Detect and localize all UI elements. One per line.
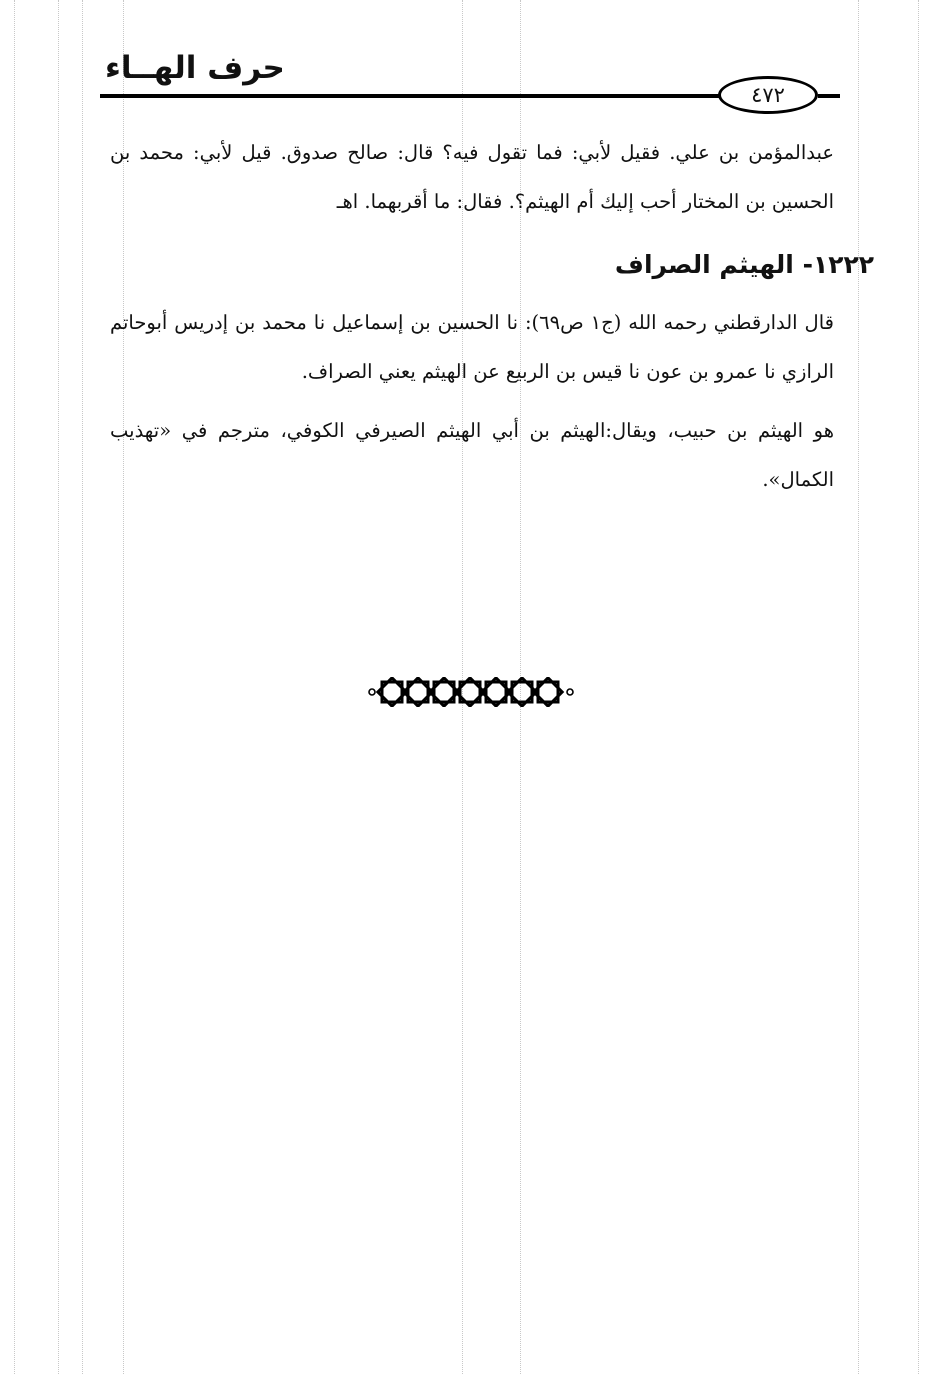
scan-guide-line <box>82 0 83 1374</box>
ornament-end-dot <box>369 689 375 695</box>
citation-paragraph <box>110 298 834 396</box>
scan-guide-line <box>58 0 59 1374</box>
paragraph-text: هو الهيثم بن حبيب، ويقال:الهيثم بن أبي الهيثم الصيرفي الكوفي، مترجم في «تهذيب الكمال». <box>110 419 834 491</box>
continued-paragraph <box>110 128 834 226</box>
header-rule-tail <box>818 94 840 98</box>
scan-guide-line <box>918 0 919 1374</box>
page-header <box>100 50 840 110</box>
paragraph-text: عبدالمؤمن بن علي. فقيل لأبي: فما تقول فيه؟ قال: صالح صدوق. قيل لأبي: محمد بن الحسين بن المختار أحب إليك أم الهيثم؟. فقال: ما أقربهما. اهـ <box>110 141 834 213</box>
entry-heading <box>110 240 874 290</box>
ornament-links <box>378 678 562 706</box>
entry-separator: - <box>802 250 813 279</box>
section-end-ornament <box>366 677 576 707</box>
ornament-star <box>534 678 562 706</box>
running-title: حرف الهــاء <box>105 50 285 86</box>
entry-name: الهيثم الصراف <box>614 250 794 279</box>
identification-paragraph <box>110 406 834 504</box>
ornament-end-dot <box>567 689 573 695</box>
entry-number: ١٢٢٢ <box>812 250 874 279</box>
header-rule <box>100 94 735 98</box>
page-number-badge: ٤٧٢ <box>718 76 818 114</box>
scan-guide-line <box>858 0 859 1374</box>
scan-guide-line <box>14 0 15 1374</box>
paragraph-text: قال الدارقطني رحمه الله (ج١ ص٦٩): نا الحسين بن إسماعيل نا محمد بن إدريس أبوحاتم الرازي نا عمرو بن عون نا قيس بن الربيع عن الهيثم يعني الصراف. <box>110 311 834 383</box>
